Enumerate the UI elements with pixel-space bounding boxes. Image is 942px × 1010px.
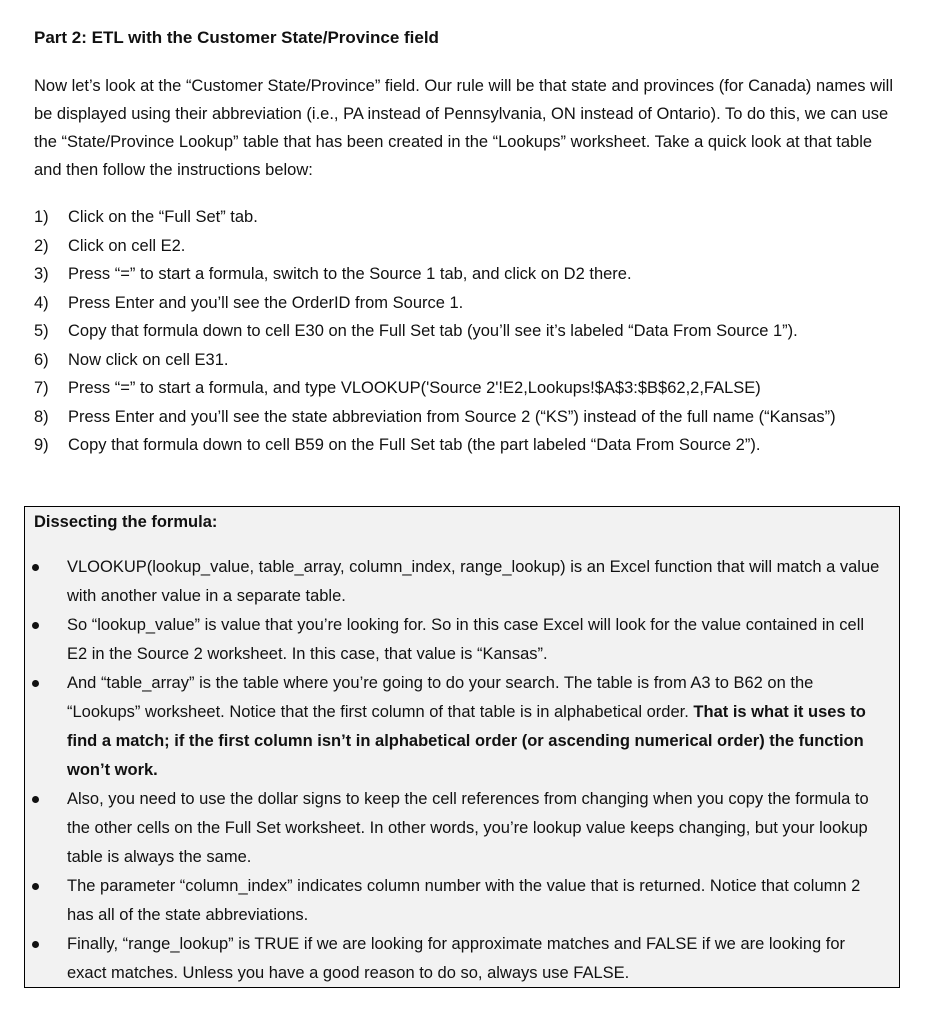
bullet-dot-icon: [32, 680, 39, 687]
step-number: 5): [34, 322, 49, 340]
step-item: [34, 317, 914, 346]
step-number: 2): [34, 236, 49, 255]
bullet-item: [25, 611, 885, 669]
bullet-item: [25, 785, 885, 872]
bullet-item: [25, 930, 885, 988]
step-item: [34, 374, 914, 403]
step-number: 8): [34, 407, 49, 426]
step-item: [34, 260, 914, 289]
step-item: [34, 346, 914, 375]
step-number: 3): [34, 265, 49, 283]
bullet-text: So “lookup_value” is value that you’re looking for. So in this case Excel will look for the value contained in cell E2 in the Source 2 worksheet. In this case, that value is “Kansas”.: [67, 616, 865, 663]
bullet-item: [25, 669, 885, 785]
bullet-dot-icon: [32, 883, 39, 890]
bullet-dot-icon: [32, 941, 39, 948]
bullet-text: Finally, “range_lookup” is TRUE if we are looking for approximate matches and FALSE if we are looking for exact matches. Unless you have a good reason to do so, always use FALSE.: [67, 935, 846, 982]
step-text: Press “=” to start a formula, switch to the Source 1 tab, and click on D2 there.: [68, 265, 632, 283]
intro-paragraph: Now let’s look at the “Customer State/Province” field. Our rule will be that state and provinces (for Canada) names will be displayed using their abbreviation (i.e., PA instead of Pennsylvania, ON instead of Ontario). To do this, we can use the “State/Province Lookup” table that has been created in the “Lookups” worksheet. Take a quick look at that table and then follow the instructions below:: [34, 77, 893, 179]
bullet-item: [25, 872, 885, 930]
step-number: 6): [34, 350, 49, 369]
instruction-steps: [34, 203, 914, 460]
step-text: Press Enter and you’ll see the state abbreviation from Source 2 (“KS”) instead of the full name (“Kansas”): [68, 407, 836, 426]
bullet-emphasis: That is what it uses to find a match; if the first column isn’t in alphabetical order (or ascending numerical order) the function won’t work.: [67, 703, 866, 779]
bullet-text: VLOOKUP(lookup_value, table_array, column_index, range_lookup) is an Excel function that will match a value with another value in a separate table.: [67, 558, 880, 605]
box-title: Dissecting the formula:: [34, 513, 218, 531]
bullet-dot-icon: [32, 622, 39, 629]
step-text: Press “=” to start a formula, and type VLOOKUP('Source 2'!E2,Lookups!$A$3:$B$62,2,FALSE): [68, 379, 761, 397]
section-heading: Part 2: ETL with the Customer State/Province field: [34, 28, 439, 47]
step-text: Now click on cell E31.: [68, 350, 229, 369]
step-number: 9): [34, 436, 49, 454]
step-item: [34, 232, 914, 261]
step-number: 7): [34, 379, 49, 397]
explanation-bullets: [25, 553, 885, 988]
step-item: [34, 289, 914, 318]
step-item: [34, 403, 914, 432]
step-text: Copy that formula down to cell B59 on the Full Set tab (the part labeled “Data From Source 2”).: [68, 436, 761, 454]
step-text: Click on cell E2.: [68, 236, 186, 255]
bullet-text: Also, you need to use the dollar signs to keep the cell references from changing when you copy the formula to the other cells on the Full Set worksheet. In other words, you’re lookup value keeps changing, but your lookup table is always the same.: [67, 790, 869, 866]
step-text: Click on the “Full Set” tab.: [68, 208, 258, 226]
step-number: 1): [34, 208, 49, 226]
bullet-dot-icon: [32, 564, 39, 571]
step-item: [34, 431, 914, 460]
formula-explanation-box: [24, 506, 900, 988]
bullet-text: The parameter “column_index” indicates column number with the value that is returned. Notice that column 2 has all of the state abbreviations.: [67, 877, 861, 924]
step-text: Copy that formula down to cell E30 on the Full Set tab (you’ll see it’s labeled “Data From Source 1”).: [68, 322, 798, 340]
bullet-dot-icon: [32, 796, 39, 803]
bullet-item: [25, 553, 885, 611]
step-text: Press Enter and you’ll see the OrderID from Source 1.: [68, 293, 464, 312]
bullet-text: And “table_array” is the table where you’re going to do your search. The table is from A3 to B62 on the “Lookups” worksheet. Notice that the first column of that table is in alphabetical order.: [67, 674, 814, 721]
step-number: 4): [34, 293, 49, 312]
step-item: [34, 203, 914, 232]
